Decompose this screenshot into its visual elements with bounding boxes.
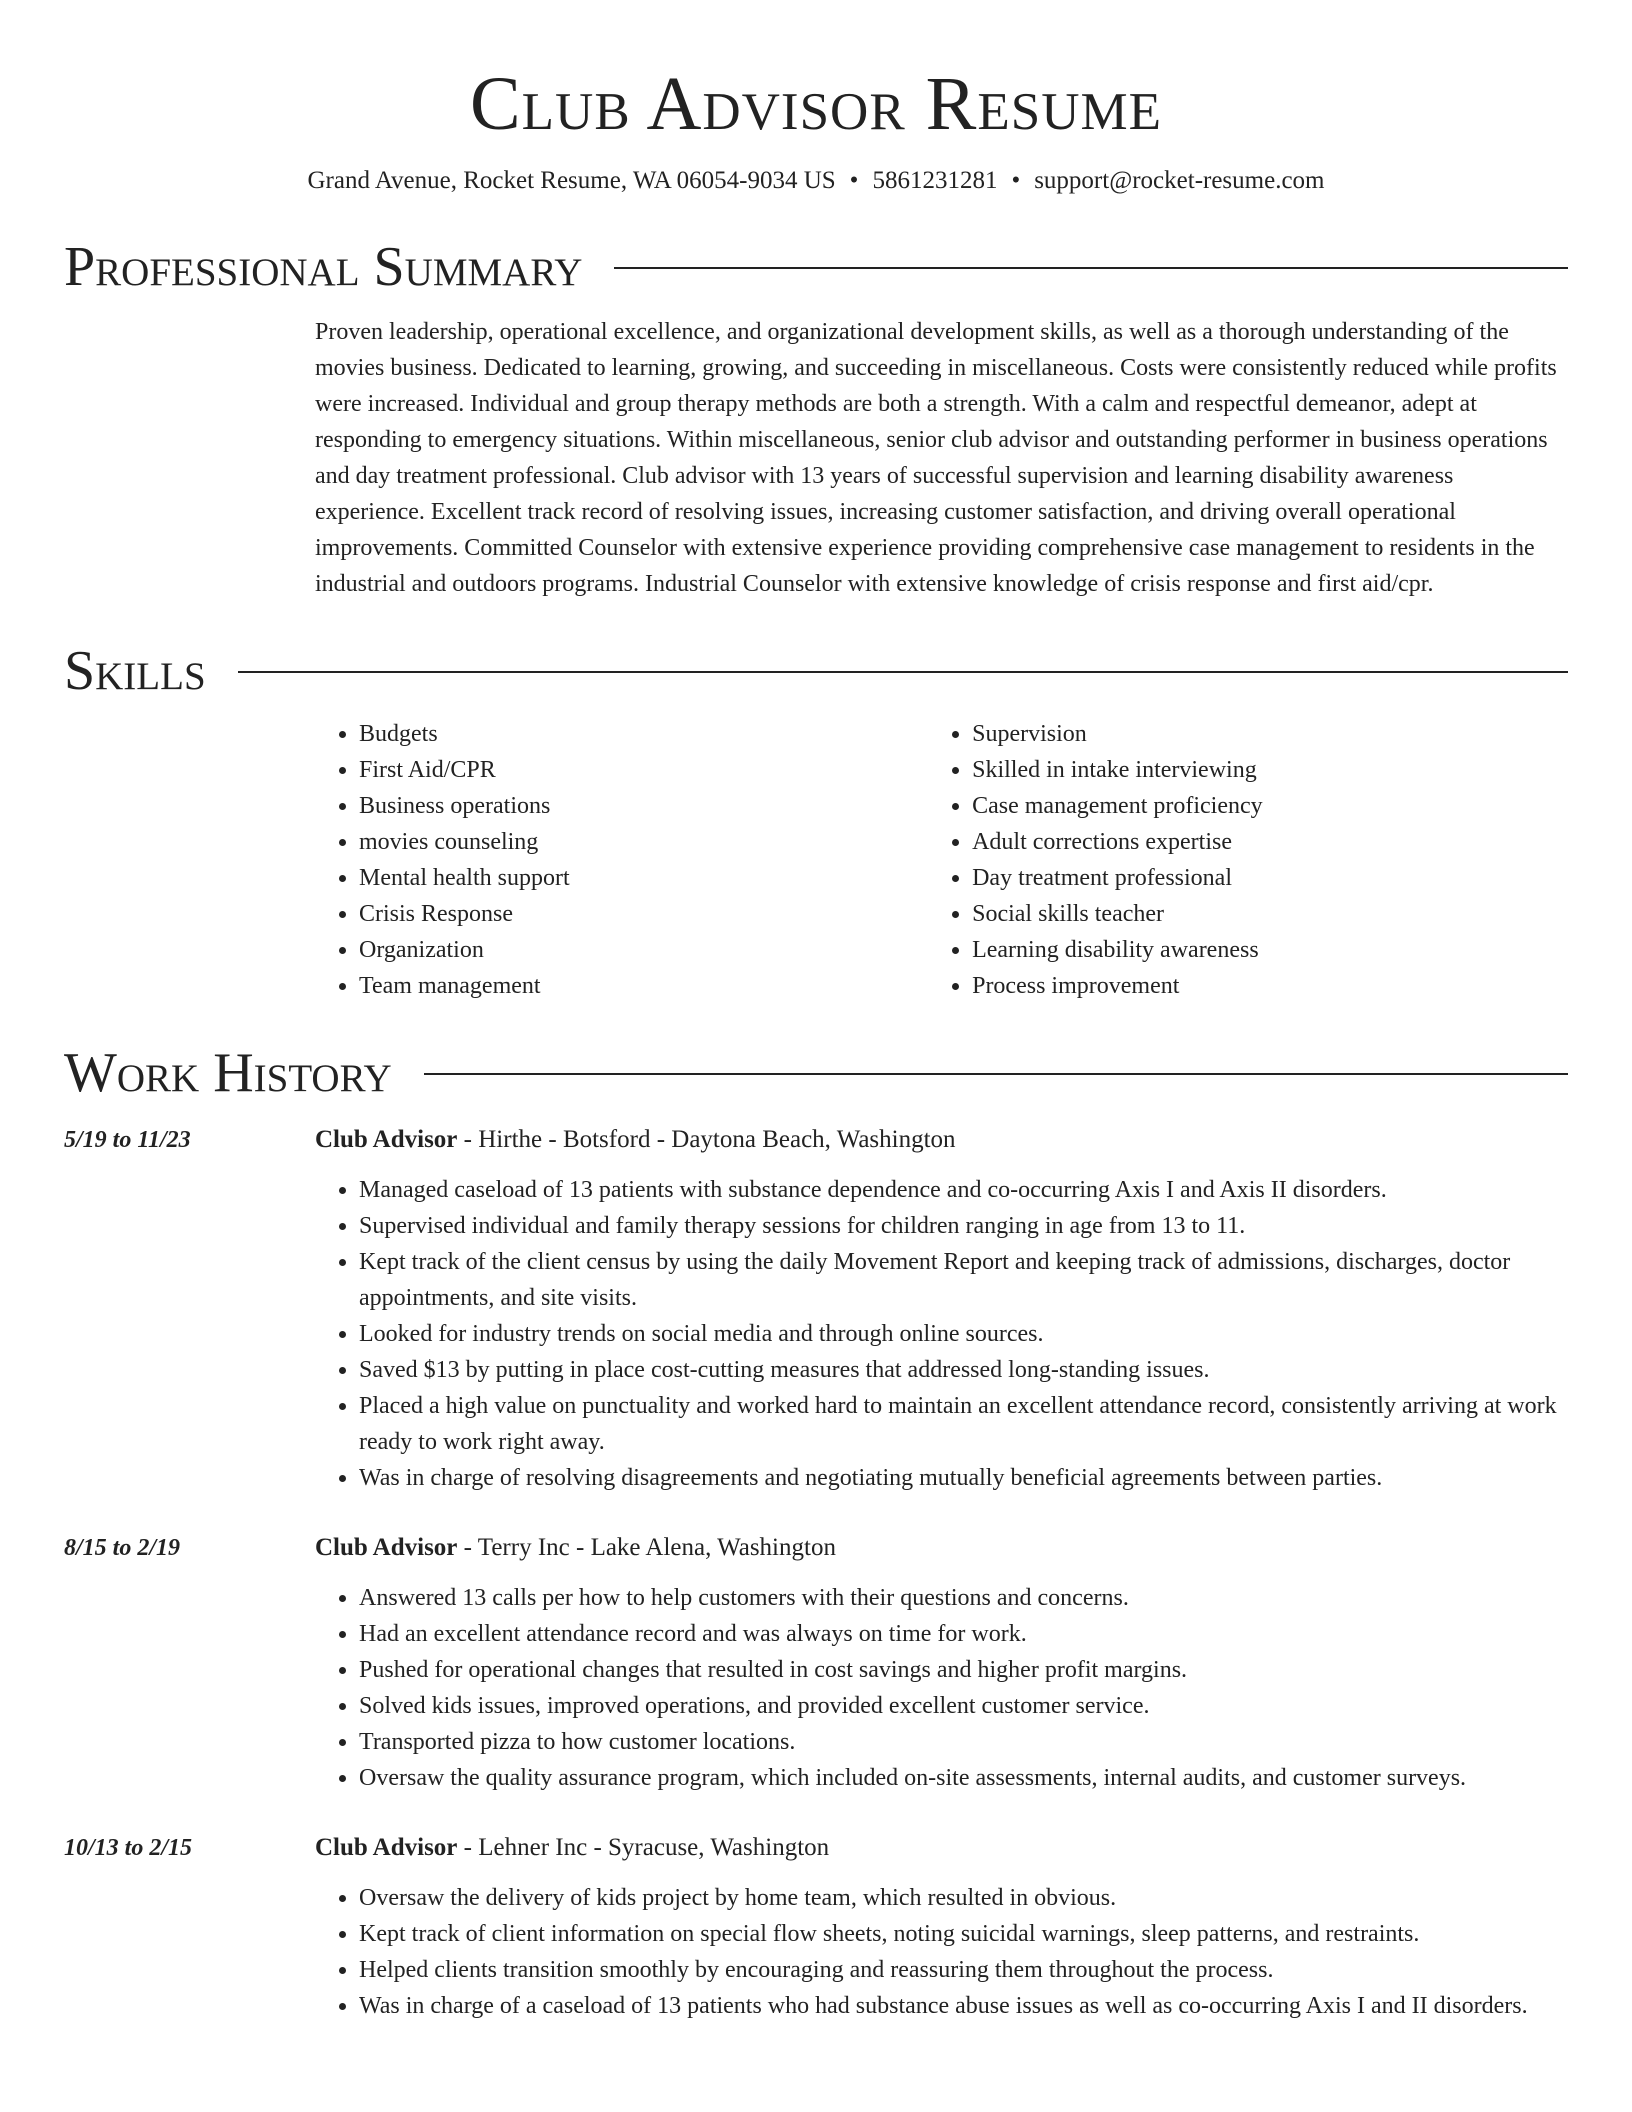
resume-page [64,0,1568,2024]
section-divider [238,671,1568,673]
job-bullet: • Kept track of the client census by using the daily Movement Report and keeping track of admissions, discharges, doctor appointments, and site visits. [359,1244,1568,1316]
job-dates: 5/19 to 11/23 [64,1127,191,1153]
job-employer: - Hirthe - Botsford - Daytona Beach, Washington [457,1126,956,1153]
job-bullet: • Was in charge of resolving disagreements and negotiating mutually beneficial agreements between parties. [359,1460,1568,1496]
skill-item: • Crisis Response [359,896,928,932]
skill-item: • movies counseling [359,824,928,860]
job-bullet: • Answered 13 calls per how to help customers with their questions and concerns. [359,1580,1568,1616]
contact-address: Grand Avenue, Rocket Resume, WA 06054-9034 US [307,167,836,194]
job-bullet: • Helped clients transition smoothly by encouraging and reassuring them throughout the process. [359,1952,1568,1988]
job-entry [64,1122,1568,1496]
job-title-line [315,1530,1568,1566]
job-bullet: • Saved $13 by putting in place cost-cutting measures that addressed long-standing issues. [359,1352,1568,1388]
job-employer: - Terry Inc - Lake Alena, Washington [457,1534,836,1561]
job-title: Club Advisor [315,1126,458,1153]
skill-item: • Day treatment professional [972,860,1568,896]
skill-item: • Skilled in intake interviewing [972,752,1568,788]
skills-list-left [315,716,928,1004]
skill-item: • Business operations [359,788,928,824]
skill-item: • Adult corrections expertise [972,824,1568,860]
resume-title: Club Advisor Resume [469,62,1162,146]
section-divider [424,1073,1568,1075]
job-bullet: • Oversaw the delivery of kids project by home team, which resulted in obvious. [359,1880,1568,1916]
job-bullet: • Pushed for operational changes that resulted in cost savings and higher profit margins. [359,1652,1568,1688]
skill-item: • Supervision [972,716,1568,752]
work-history-section [64,1122,1568,2024]
job-body [315,1122,1568,1496]
skills-list-right [928,716,1568,1004]
work-section-header [64,1042,1568,1104]
job-title-line [315,1122,1568,1158]
job-title: Club Advisor [315,1834,458,1861]
job-bullet: • Solved kids issues, improved operations, and provided excellent customer service. [359,1688,1568,1724]
job-body [315,1830,1568,2024]
job-bullet: • Placed a high value on punctuality and worked hard to maintain an excellent attendance record, consistently arriving at work ready to work right away. [359,1388,1568,1460]
job-bullets [315,1580,1568,1796]
skill-item: • Case management proficiency [972,788,1568,824]
job-bullet: • Kept track of client information on special flow sheets, noting suicidal warnings, sleep patterns, and restraints. [359,1916,1568,1952]
contact-separator: • [1011,167,1021,194]
job-entry [64,1830,1568,2024]
skill-item: • Learning disability awareness [972,932,1568,968]
skill-item: • Organization [359,932,928,968]
job-bullet: • Supervised individual and family therapy sessions for children ranging in age from 13 to 11. [359,1208,1568,1244]
job-bullet: • Was in charge of a caseload of 13 patients who had substance abuse issues as well as co-occurring Axis I and II disorders. [359,1988,1568,2024]
summary-section [315,314,1568,602]
job-bullets [315,1172,1568,1496]
skills-heading: Skills [64,640,206,702]
skill-item: • First Aid/CPR [359,752,928,788]
job-bullet: • Looked for industry trends on social media and through online sources. [359,1316,1568,1352]
skill-item: • Social skills teacher [972,896,1568,932]
job-dates: 8/15 to 2/19 [64,1535,181,1561]
job-dates: 10/13 to 2/15 [64,1835,193,1861]
job-body [315,1530,1568,1796]
job-employer: - Lehner Inc - Syracuse, Washington [457,1834,830,1861]
skill-item: • Team management [359,968,928,1004]
section-divider [614,267,1568,269]
contact-phone: 5861231281 [872,167,998,194]
skill-item: • Process improvement [972,968,1568,1004]
job-bullet: • Managed caseload of 13 patients with substance dependence and co-occurring Axis I and Axis II disorders. [359,1172,1568,1208]
job-title: Club Advisor [315,1534,458,1561]
work-heading: Work History [64,1042,392,1104]
summary-text: Proven leadership, operational excellence, and organizational development skills, as well as a thorough understanding of the movies business. Dedicated to learning, growing, and succeeding in miscellaneous. Costs were consistently reduced while profits were increased. Individual and group therapy methods are both a strength. With a calm and respectful demeanor, adept at responding to emergency situations. Within miscellaneous, senior club advisor and outstanding performer in business operations and day treatment professional. Club advisor with 13 years of successful supervision and learning disability awareness experience. Excellent track record of resolving issues, increasing customer satisfaction, and driving overall operational improvements. Committed Counselor with extensive experience providing comprehensive case management to residents in the industrial and outdoors programs. Industrial Counselor with extensive knowledge of crisis response and first aid/cpr. [315,319,1557,597]
contact-separator: • [849,167,859,194]
skills-section [315,716,1568,1004]
job-entry [64,1530,1568,1796]
job-title-line [315,1830,1568,1866]
job-bullet: • Transported pizza to how customer locations. [359,1724,1568,1760]
job-bullet: • Oversaw the quality assurance program, which included on-site assessments, internal audits, and customer surveys. [359,1760,1568,1796]
contact-line [64,164,1568,198]
skills-section-header [64,640,1568,702]
skill-item: • Mental health support [359,860,928,896]
skill-item: • Budgets [359,716,928,752]
job-bullet: • Had an excellent attendance record and was always on time for work. [359,1616,1568,1652]
job-bullets [315,1880,1568,2024]
summary-section-header [64,236,1568,298]
contact-email: support@rocket-resume.com [1034,167,1325,194]
summary-heading: Professional Summary [64,236,583,298]
